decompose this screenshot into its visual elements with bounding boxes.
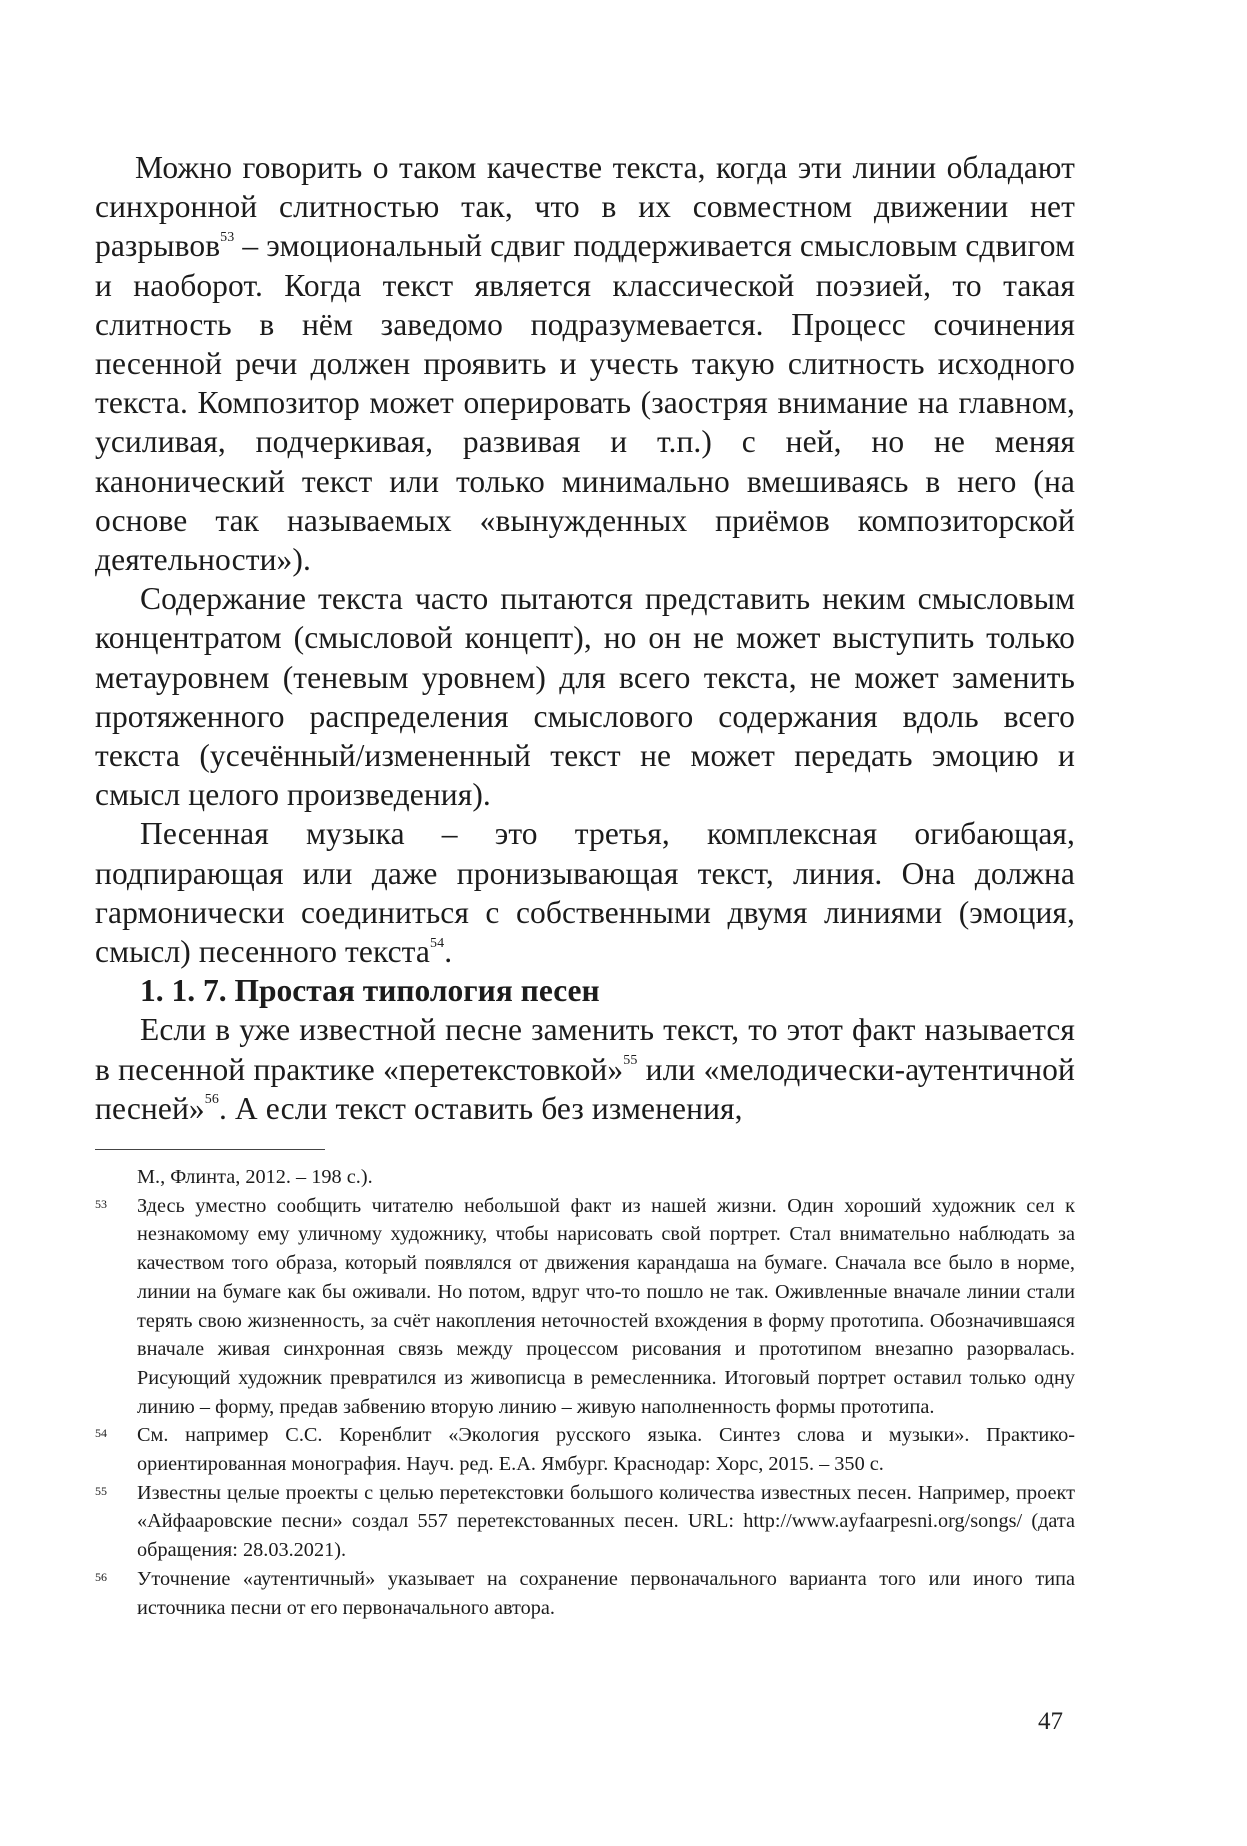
paragraph-3-text-a: Песенная музыка – это третья, комплексная огибающая, подпирающая или даже пронизывающая текст, линия. Она должна гармонически соединиться с собственными двумя линиями (эмоция, смысл) песенного текста	[95, 816, 1075, 970]
footnote-53	[95, 1192, 1075, 1422]
footnote-number: 53	[95, 1196, 107, 1211]
footnotes	[95, 1163, 1075, 1622]
paragraph-4-text-c: . А если текст оставить без изменения,	[218, 1090, 743, 1126]
footnote-56	[95, 1565, 1075, 1622]
footnote-text: Уточнение «аутентичный» указывает на сохранение первоначального варианта того или иного типа источника песни от его первоначального автора.	[137, 1567, 1075, 1619]
paragraph-1-text-a: Можно говорить о таком качестве текста, когда эти линии обладают синхронной слитностью так, что в их совместном движении нет разрывов	[95, 150, 1075, 264]
paragraph-3-text-b: .	[444, 934, 453, 970]
footnote-separator	[95, 1149, 325, 1150]
paragraph-4-text-b: или «мелодически-аутентичной песней»	[95, 1051, 1075, 1126]
main-text	[95, 148, 1075, 1128]
paragraph-1	[95, 148, 1075, 579]
footnote-54	[95, 1421, 1075, 1478]
footnote-55	[95, 1479, 1075, 1565]
footnote-ref-56[interactable]: 56	[204, 1092, 219, 1108]
footnote-ref-53[interactable]: 53	[220, 229, 235, 245]
footnote-continuation: М., Флинта, 2012. – 198 с.).	[137, 1166, 373, 1188]
section-heading: 1. 1. 7. Простая типология песен	[140, 973, 600, 1009]
page-number: 47	[1038, 1708, 1063, 1735]
footnote-text: См. например С.С. Коренблит «Экология русского языка. Синтез слова и музыки». Практико-ориентированная монография. Науч. ред. Е.А. Ямбург. Краснодар: Хорс, 2015. – 350 с.	[137, 1424, 1075, 1476]
footnote-text: Известны целые проекты с целью перетекстовки большого количества известных песен. Например, проект «Айфааровские песни» создал 557 перетекстованных песен. URL: http://www.ayfaarpesni.org/songs/ (дата обращения: 28.03.2021).	[137, 1481, 1075, 1562]
paragraph-3	[95, 814, 1075, 971]
footnote-number: 54	[95, 1426, 107, 1441]
footnote-ref-55[interactable]: 55	[623, 1053, 638, 1069]
footnote-number: 56	[95, 1569, 107, 1584]
paragraph-1-text-b: – эмоциональный сдвиг поддерживается смысловым сдвигом и наоборот. Когда текст является классической поэзией, то такая слитность в нём заведомо подразумевается. Процесс сочинения песенной речи должен проявить и учесть такую слитность исходного текста. Композитор может оперировать (заостряя внимание на главном, усиливая, подчеркивая, развивая и т.п.) с ней, но не меняя канонический текст или только минимально вмешиваясь в него (на основе так называемых «вынужденных приёмов композиторской деятельности»).	[95, 228, 1075, 578]
paragraph-4-text-a: Если в уже известной песне заменить текст, то этот факт называется в песенной практике «перетекстовкой»	[95, 1012, 1075, 1087]
paragraph-2: Содержание текста часто пытаются представить неким смысловым концентратом (смысловой концепт), но он не может выступить только метауровнем (теневым уровнем) для всего текста, не может заменить протяженного распределения смыслового содержания вдоль всего текста (усечённый/измененный текст не может передать эмоцию и смысл целого произведения).	[95, 581, 1075, 813]
footnote-text: Здесь уместно сообщить читателю небольшой факт из нашей жизни. Один хороший художник сел к незнакомому ему уличному художнику, чтобы нарисовать свой портрет. Стал внимательно наблюдать за качеством того образа, который появлялся от движения карандаша на бумаге. Сначала все было в норме, линии на бумаге как бы оживали. Но потом, вдруг что-то пошло не так. Оживленные вначале линии стали терять свою жизненность, за счёт накопления неточностей вхождения в форму прототипа. Обозначившаяся вначале живая синхронная связь между процессом рисования и прототипом внезапно разорвалась. Рисующий художник превратился из живописца в ремесленника. Итоговый портрет оставил только одну линию – форму, предав забвению вторую линию – живую наполненность формы прототипа.	[137, 1194, 1075, 1418]
paragraph-4	[95, 1010, 1075, 1128]
footnote-number: 55	[95, 1483, 107, 1498]
footnote-ref-54[interactable]: 54	[430, 935, 445, 951]
